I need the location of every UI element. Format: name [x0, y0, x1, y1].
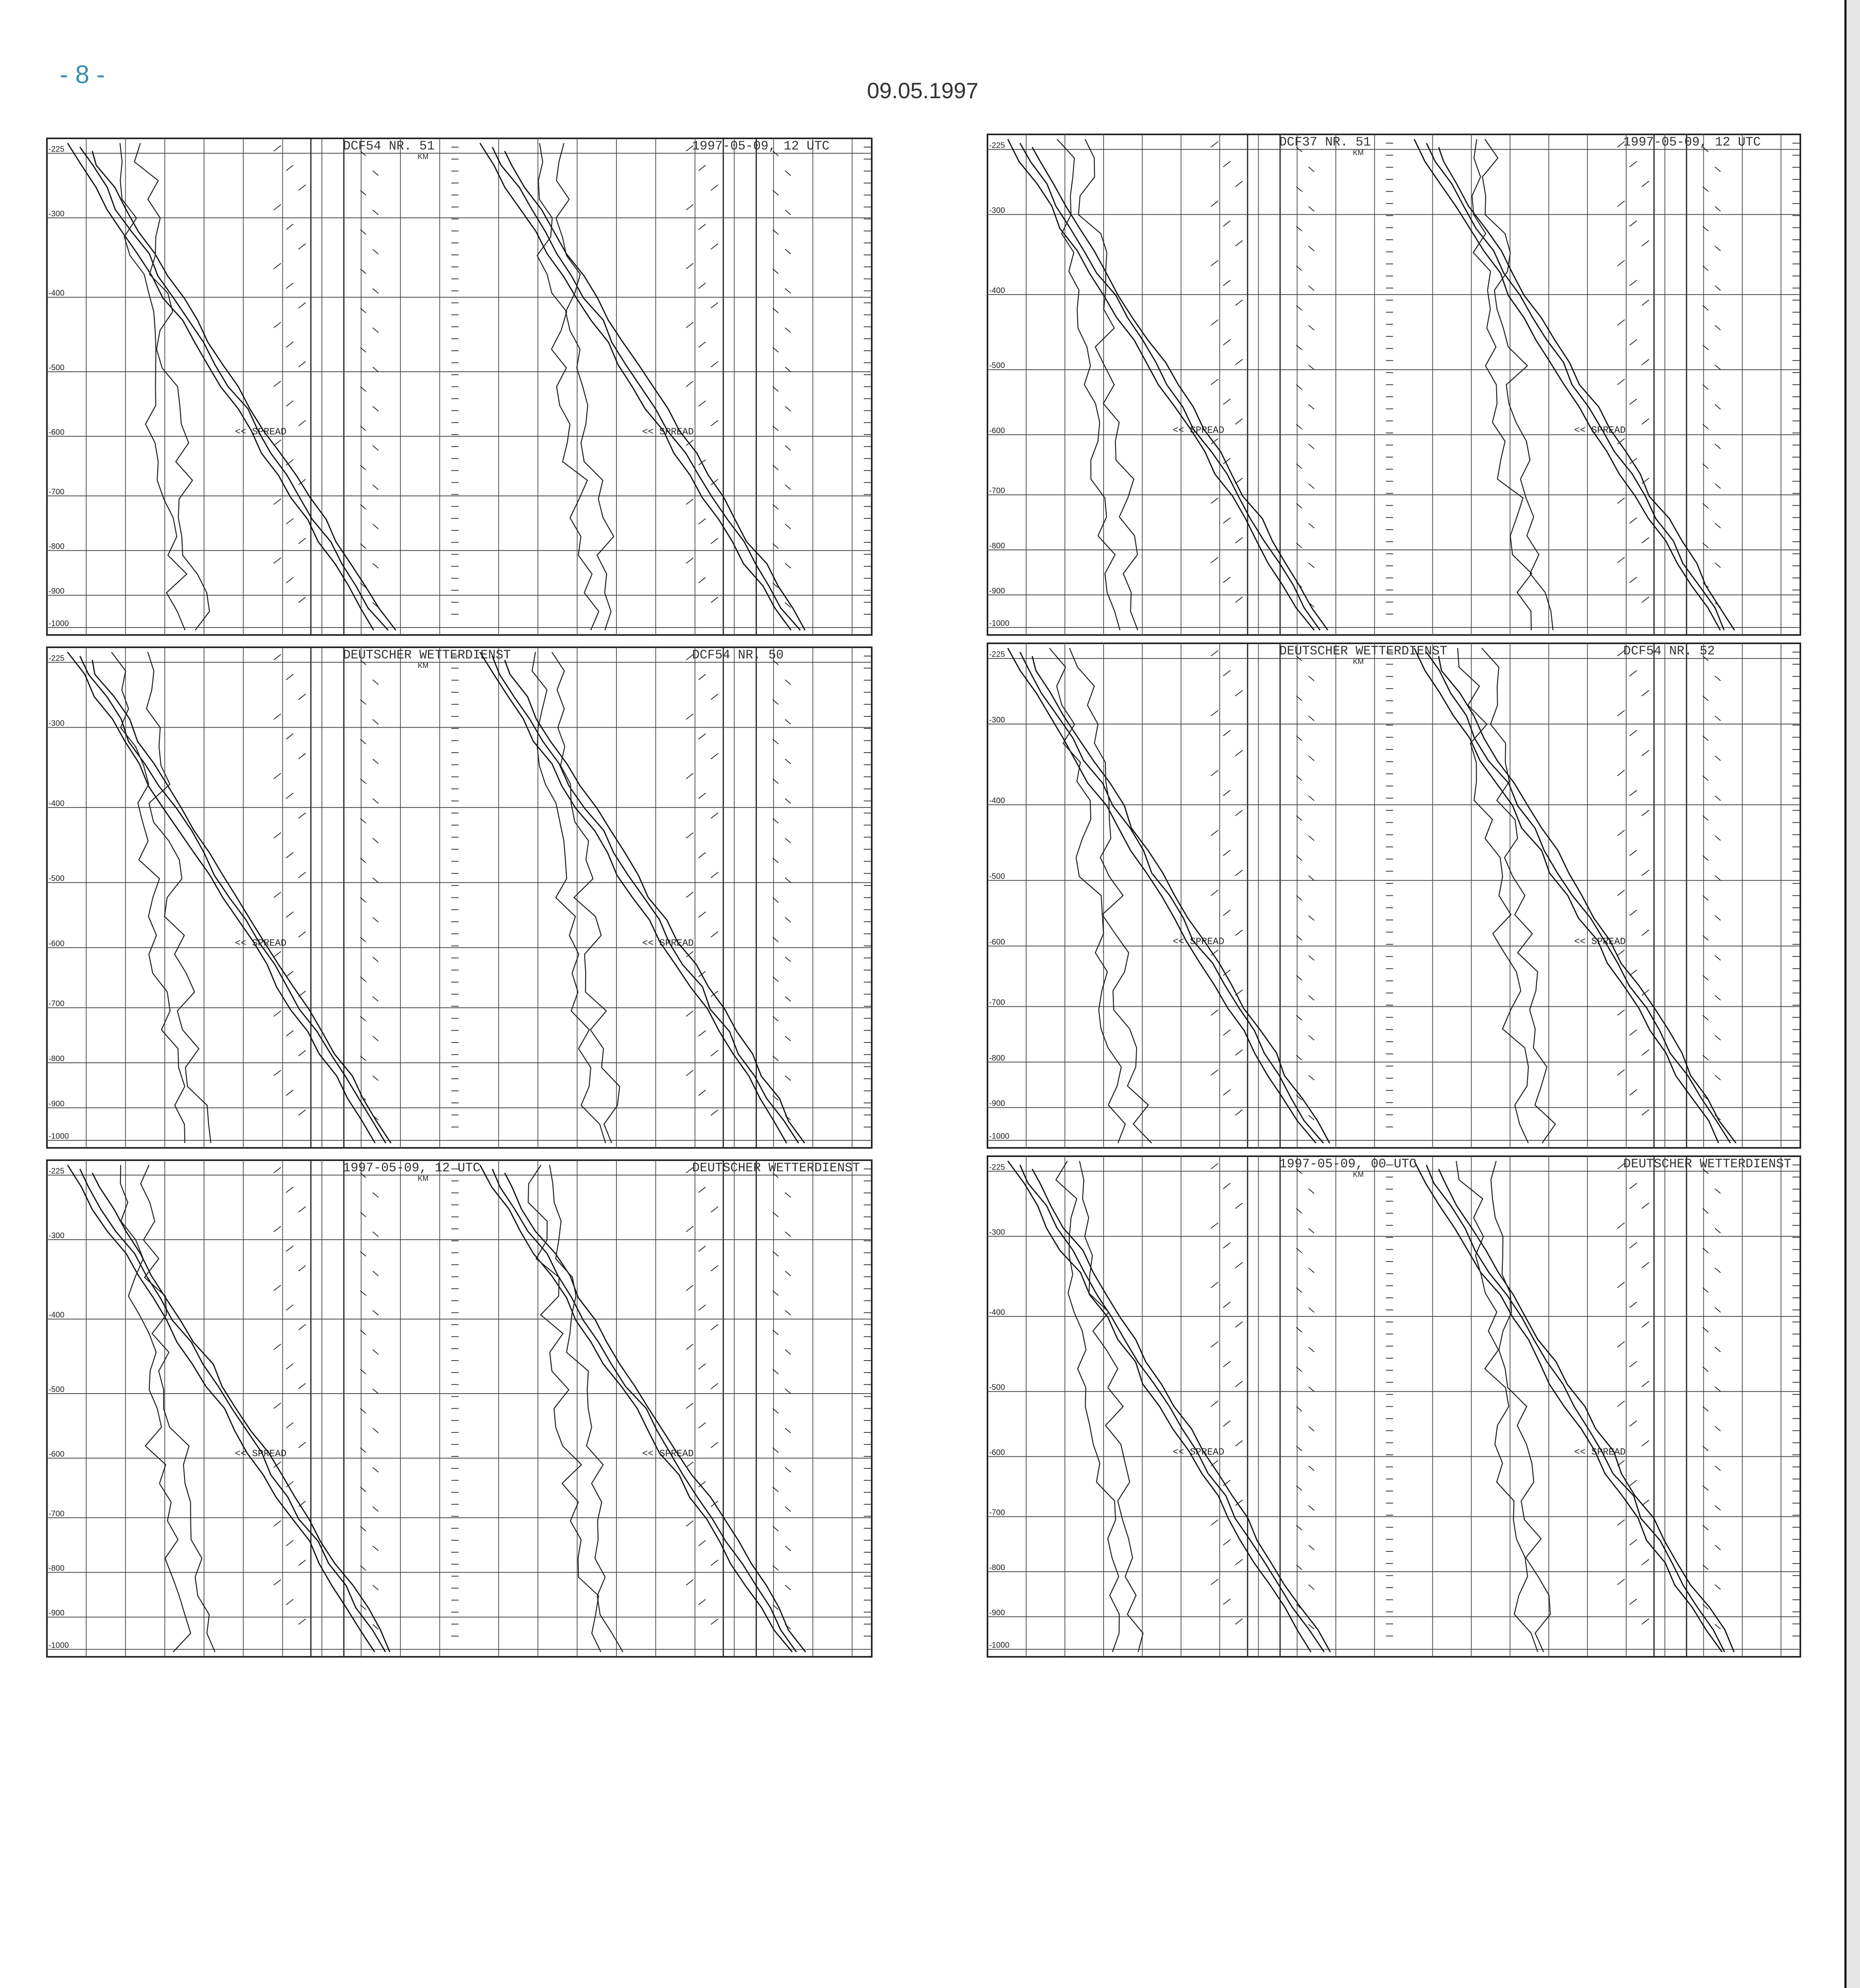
pressure-tick-label: -700 [989, 486, 1005, 495]
pressure-tick-label: -700 [49, 999, 65, 1008]
pressure-tick-label: -300 [49, 719, 65, 728]
panel-header: DCF54 NR. 52 [1623, 644, 1715, 658]
pressure-tick-label: -225 [989, 650, 1005, 659]
panel-frame [987, 1156, 1800, 1657]
pressure-tick-label: -800 [49, 1054, 65, 1063]
pressure-tick-label: -300 [989, 716, 1005, 725]
pressure-tick-label: -500 [49, 874, 65, 883]
sounding-svg [44, 135, 875, 638]
pressure-tick-label: -400 [989, 286, 1005, 295]
sounding-svg [984, 1153, 1804, 1660]
spread-label: << SPREAD [235, 1448, 287, 1460]
panel-header: DEUTSCHER WETTERDIENST [343, 648, 511, 662]
sounding-panel [44, 644, 875, 1151]
pressure-tick-label: -1000 [49, 619, 69, 628]
pressure-tick-label: -600 [49, 428, 65, 437]
pressure-tick-label: -1000 [989, 1641, 1010, 1650]
km-label: KM [418, 153, 429, 161]
pressure-tick-label: -600 [49, 1450, 65, 1459]
pressure-tick-label: -400 [49, 799, 65, 808]
panel-header: 1997-05-09, 12 UTC [1623, 135, 1761, 149]
spread-label: << SPREAD [1574, 936, 1626, 947]
pressure-tick-label: -500 [989, 361, 1005, 370]
spread-label: << SPREAD [1172, 936, 1224, 947]
sounding-panel [984, 640, 1804, 1151]
pressure-tick-label: -800 [989, 1054, 1005, 1063]
sounding-svg [44, 644, 875, 1151]
km-label: KM [418, 1175, 429, 1182]
spread-label: << SPREAD [642, 427, 694, 438]
pressure-tick-label: -600 [49, 939, 65, 948]
pressure-tick-label: -900 [49, 587, 65, 596]
pressure-tick-label: -500 [989, 872, 1005, 881]
spread-label: << SPREAD [1574, 1447, 1626, 1458]
spread-label: << SPREAD [1172, 1447, 1224, 1458]
km-label: KM [1353, 658, 1364, 666]
pressure-tick-label: -900 [49, 1099, 65, 1109]
page-date: 09.05.1997 [867, 78, 979, 103]
pressure-tick-label: -300 [49, 1231, 65, 1240]
pressure-tick-label: -225 [989, 1163, 1005, 1172]
spread-label: << SPREAD [642, 1448, 694, 1460]
spread-label: << SPREAD [235, 938, 287, 949]
panel-header: DEUTSCHER WETTERDIENST [1623, 1157, 1792, 1171]
pressure-tick-label: -700 [49, 1509, 65, 1518]
sounding-svg [984, 640, 1804, 1151]
panel-frame [987, 134, 1800, 635]
pressure-tick-label: -400 [989, 796, 1005, 806]
pressure-tick-label: -800 [989, 541, 1005, 550]
pressure-tick-label: -300 [989, 1228, 1005, 1237]
pressure-tick-label: -400 [49, 289, 65, 298]
pressure-tick-label: -600 [989, 938, 1005, 947]
pressure-tick-label: -225 [49, 145, 65, 154]
pressure-tick-label: -800 [989, 1563, 1005, 1572]
panel-header: DCF54 NR. 50 [692, 648, 784, 662]
panel-header: DEUTSCHER WETTERDIENST [1279, 644, 1448, 658]
panel-frame [47, 647, 872, 1148]
panel-header: DCF54 NR. 51 [343, 139, 435, 153]
pressure-tick-label: -400 [49, 1310, 65, 1320]
spread-label: << SPREAD [1172, 425, 1224, 436]
sounding-panel [984, 131, 1804, 638]
sounding-svg [44, 1157, 875, 1660]
pressure-tick-label: -225 [49, 1167, 65, 1176]
panel-header: DCF37 NR. 51 [1279, 135, 1371, 149]
sounding-panel [44, 135, 875, 638]
pressure-tick-label: -300 [49, 209, 65, 218]
pressure-tick-label: -900 [989, 586, 1005, 596]
pressure-tick-label: -700 [49, 487, 65, 497]
pressure-tick-label: -500 [49, 363, 65, 373]
pressure-tick-label: -900 [49, 1609, 65, 1618]
pressure-tick-label: -225 [989, 141, 1005, 150]
km-label: KM [418, 662, 429, 670]
pressure-tick-label: -900 [989, 1608, 1005, 1617]
spread-label: << SPREAD [235, 427, 287, 438]
pressure-tick-label: -1000 [49, 1641, 69, 1650]
page-number: - 8 - [60, 60, 105, 89]
panel-frame [987, 643, 1800, 1148]
scan-edge [1844, 0, 1860, 1988]
pressure-tick-label: -300 [989, 206, 1005, 215]
pressure-tick-label: -600 [989, 426, 1005, 435]
pressure-tick-label: -800 [49, 1564, 65, 1573]
pressure-tick-label: -225 [49, 654, 65, 663]
spread-label: << SPREAD [642, 938, 694, 949]
panel-frame [47, 1160, 872, 1657]
km-label: KM [1353, 1171, 1364, 1178]
pressure-tick-label: -900 [989, 1099, 1005, 1108]
pressure-tick-label: -500 [989, 1383, 1005, 1392]
panel-header: 1997-05-09, 00 UTC [1279, 1157, 1417, 1171]
km-label: KM [1353, 149, 1364, 157]
pressure-tick-label: -400 [989, 1308, 1005, 1317]
sounding-panel [984, 1153, 1804, 1660]
panel-header: DEUTSCHER WETTERDIENST [692, 1161, 860, 1175]
pressure-tick-label: -600 [989, 1448, 1005, 1457]
pressure-tick-label: -700 [989, 1508, 1005, 1517]
panel-header: 1997-05-09, 12 UTC [692, 139, 830, 153]
pressure-tick-label: -1000 [49, 1132, 69, 1141]
sounding-panel [44, 1157, 875, 1660]
sounding-svg [984, 131, 1804, 638]
pressure-tick-label: -700 [989, 998, 1005, 1007]
panel-header: 1997-05-09, 12 UTC [343, 1161, 481, 1175]
pressure-tick-label: -800 [49, 542, 65, 551]
pressure-tick-label: -1000 [989, 619, 1010, 628]
spread-label: << SPREAD [1574, 425, 1626, 436]
panel-frame [47, 138, 872, 635]
pressure-tick-label: -500 [49, 1385, 65, 1394]
pressure-tick-label: -1000 [989, 1132, 1010, 1141]
